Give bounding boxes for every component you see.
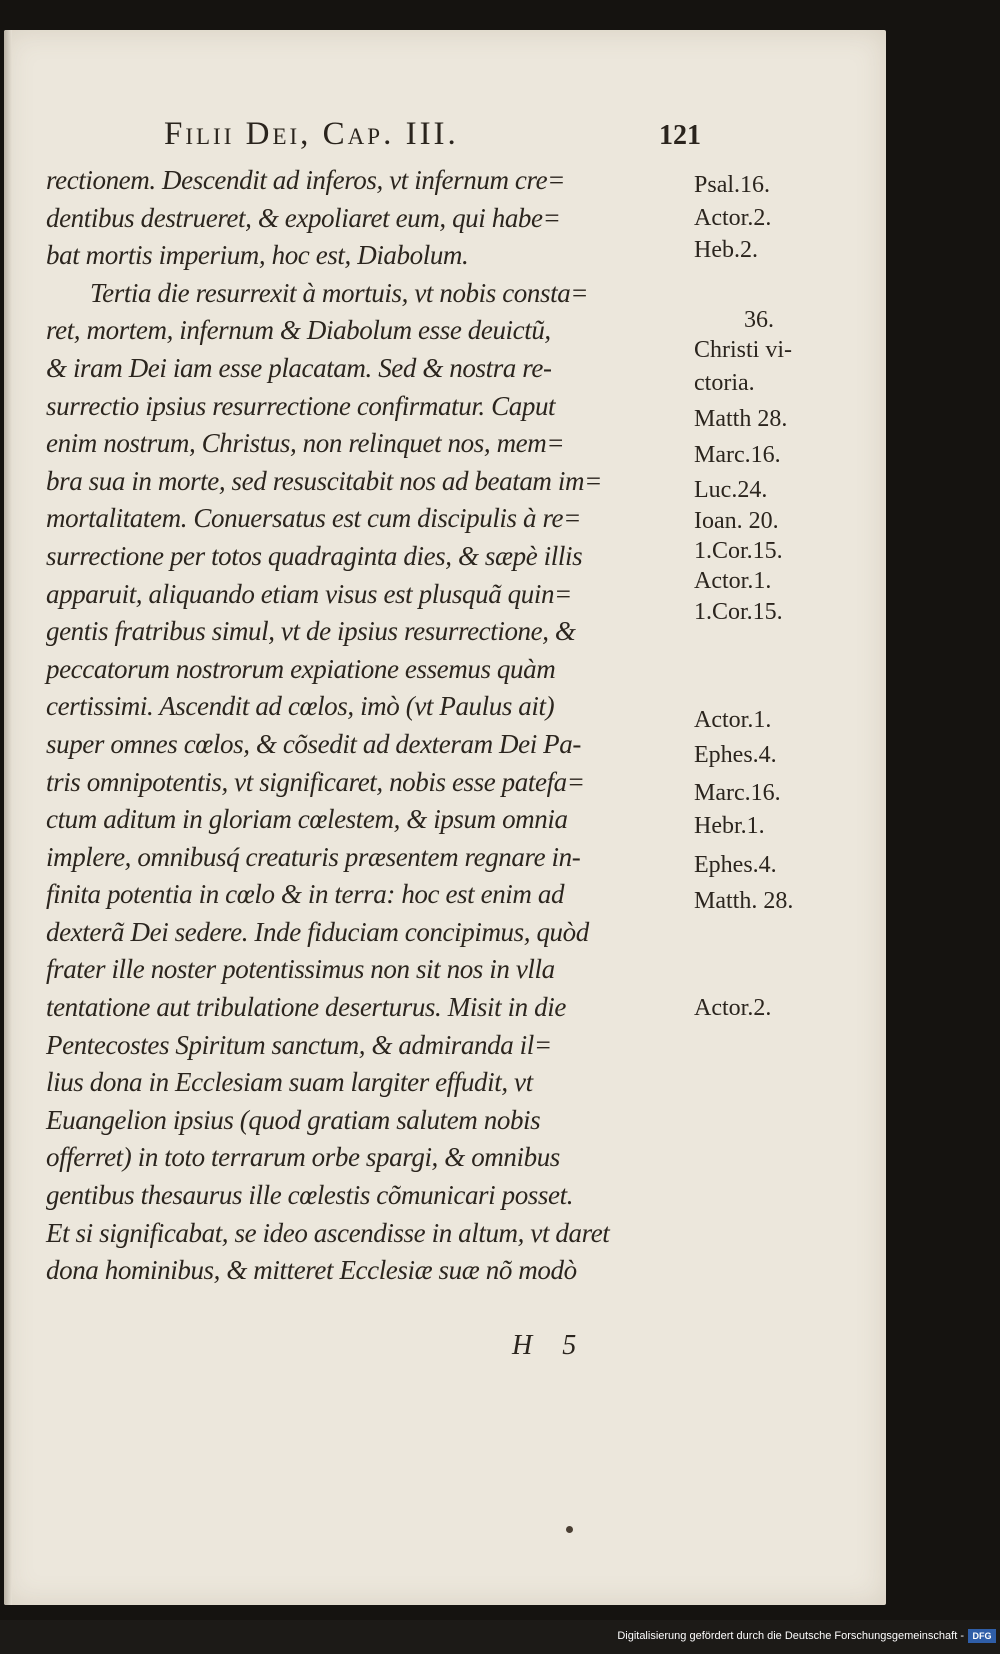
margin-note: Hebr.1. xyxy=(694,813,765,839)
body-text xyxy=(46,162,706,1290)
text-line: surrectione per totos quadraginta dies, & sæpè illis xyxy=(46,540,583,571)
margin-note: Psal.16. xyxy=(694,172,771,198)
margin-note: Luc.24. xyxy=(694,477,768,503)
text-line: tris omnipotentis, vt significaret, nobis esse patefa= xyxy=(46,766,585,797)
margin-note: Actor.1. xyxy=(694,568,772,594)
margin-note: Actor.1. xyxy=(694,707,772,733)
text-line: certissimi. Ascendit ad cœlos, imò (vt Paulus ait) xyxy=(46,691,555,722)
margin-note: 1.Cor.15. xyxy=(694,538,783,564)
margin-note: Marc.16. xyxy=(694,442,781,468)
text-line: enim nostrum, Christus, non relinquet nos, mem= xyxy=(46,428,565,459)
signature-mark xyxy=(512,1330,576,1362)
text-line: finita potentia in cœlo & in terra: hoc est enim ad xyxy=(46,879,565,910)
margin-note: Actor.2. xyxy=(694,205,772,231)
text-line: ctum aditum in gloriam cœlestem, & ipsum omnia xyxy=(46,804,568,835)
margin-note: Matth. 28. xyxy=(694,888,794,914)
text-line: dona hominibus, & mitteret Ecclesiæ suæ nõ modò xyxy=(46,1255,577,1286)
text-line: dexterã Dei sedere. Inde fiduciam concipimus, quòd xyxy=(46,916,589,947)
text-line: offerret) in toto terrarum orbe spargi, & omnibus xyxy=(46,1142,560,1173)
text-line: & iram Dei iam esse placatam. Sed & nostra re- xyxy=(46,352,552,383)
margin-note: Christi vi- xyxy=(694,337,793,363)
text-line: lius dona in Ecclesiam suam largiter effudit, vt xyxy=(46,1067,533,1098)
running-head xyxy=(164,116,724,160)
page-edge xyxy=(4,30,12,1605)
text-line: tentatione aut tribulatione deserturus. Misit in die xyxy=(46,992,566,1023)
margin-note: Actor.2. xyxy=(694,995,772,1021)
text-line: implere, omnibusq́ creaturis præsentem regnare in- xyxy=(46,841,581,872)
text-line: Et si significabat, se ideo ascendisse in altum, vt daret xyxy=(46,1217,610,1248)
text-line: apparuit, aliquando etiam visus est plusquã quin= xyxy=(46,578,572,609)
margin-note: ctoria. xyxy=(694,370,755,396)
signature-letter: H xyxy=(512,1330,533,1361)
text-line: gentis fratribus simul, vt de ipsius resurrectione, & xyxy=(46,616,576,647)
text-line: bat mortis imperium, hoc est, Diabolum. xyxy=(46,240,469,271)
margin-note: Ioan. 20. xyxy=(694,508,779,534)
margin-note: 36. xyxy=(744,307,774,333)
signature-number: 5 xyxy=(562,1330,577,1361)
margin-note: Matth 28. xyxy=(694,406,788,432)
text-line: super omnes cœlos, & cõsedit ad dexteram Dei Pa- xyxy=(46,728,581,759)
margin-note: 1.Cor.15. xyxy=(694,599,783,625)
text-line: Euangelion ipsius (quod gratiam salutem nobis xyxy=(46,1104,541,1135)
page-number: 121 xyxy=(659,120,701,151)
margin-notes xyxy=(694,30,884,1430)
book-page xyxy=(4,30,886,1605)
margin-note: Ephes.4. xyxy=(694,852,777,878)
footer-credit: Digitalisierung gefördert durch die Deutsche Forschungsgemeinschaft - xyxy=(617,1630,964,1642)
text-line: dentibus destrueret, & expoliaret eum, qui habe= xyxy=(46,202,561,233)
running-title: Filii Dei, Cap. III. xyxy=(164,116,459,152)
text-line: surrectio ipsius resurrectione confirmatur. Caput xyxy=(46,390,556,421)
margin-note: Heb.2. xyxy=(694,237,758,263)
text-line: ret, mortem, infernum & Diabolum esse deuictũ, xyxy=(46,315,551,346)
text-line: peccatorum nostrorum expiatione essemus quàm xyxy=(46,653,556,684)
text-line: frater ille noster potentissimus non sit nos in vlla xyxy=(46,954,555,985)
ink-speck xyxy=(566,1526,573,1533)
text-line: gentibus thesaurus ille cœlestis cõmunicari posset. xyxy=(46,1180,574,1211)
text-line: mortalitatem. Conuersatus est cum discipulis à re= xyxy=(46,503,581,534)
margin-note: Ephes.4. xyxy=(694,742,777,768)
text-line: Tertia die resurrexit à mortuis, vt nobis consta= xyxy=(90,277,589,308)
text-line: bra sua in morte, sed resuscitabit nos ad beatam im= xyxy=(46,465,602,496)
text-line: Pentecostes Spiritum sanctum, & admiranda il= xyxy=(46,1029,552,1060)
margin-note: Marc.16. xyxy=(694,780,781,806)
dfg-logo: DFG xyxy=(968,1629,996,1643)
text-line: rectionem. Descendit ad inferos, vt infernum cre= xyxy=(46,165,565,195)
